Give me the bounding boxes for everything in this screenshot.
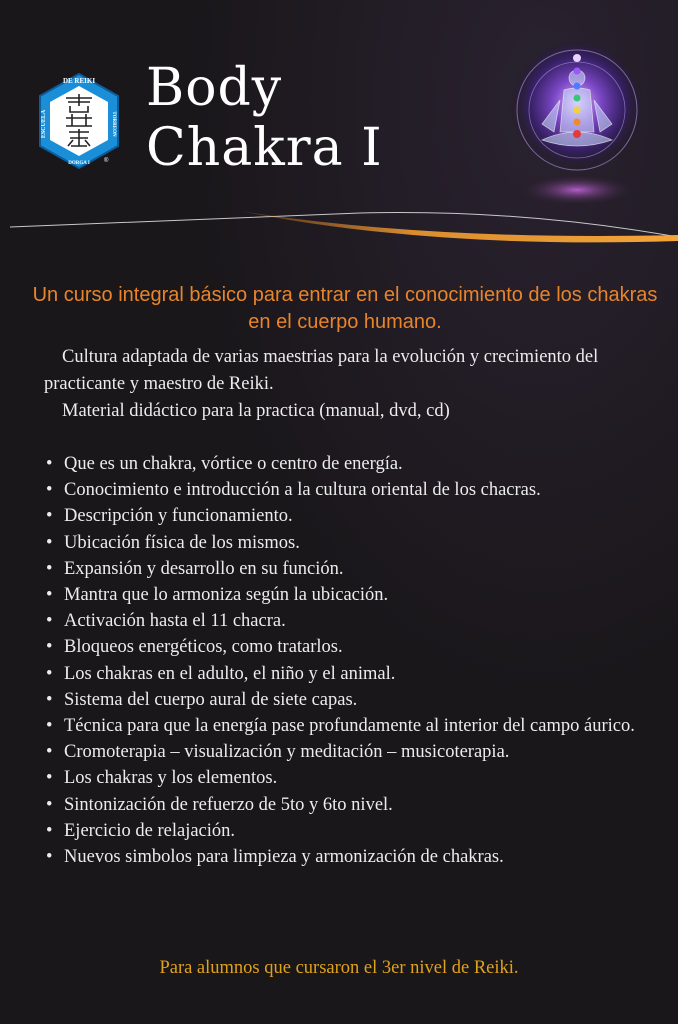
title-line-2: Chakra I	[146, 118, 383, 178]
list-item: • Sintonización de refuerzo de 5to y 6to nivel.	[44, 792, 654, 818]
topics-list	[44, 451, 654, 870]
list-item: • Bloqueos energéticos, como tratarlos.	[44, 634, 654, 660]
intro-line-2: Material didáctico para la practica (manual, dvd, cd)	[62, 401, 450, 421]
list-item: • Descripción y funcionamiento.	[44, 503, 654, 529]
list-item: • Conocimiento e introducción a la cultura oriental de los chacras.	[44, 477, 654, 503]
list-item: • Ubicación física de los mismos.	[44, 530, 654, 556]
list-item: • Que es un chakra, vórtice o centro de energía.	[44, 451, 654, 477]
school-logo	[36, 72, 122, 170]
list-item: • Técnica para que la energía pase profundamente al interior del campo áurico.	[44, 713, 654, 739]
logo-right-text: TORREON	[111, 111, 116, 137]
logo-top-text: DE REIKI	[62, 77, 96, 85]
orange-swoosh-divider	[0, 195, 678, 255]
list-item: • Mantra que lo armoniza según la ubicación.	[44, 582, 654, 608]
logo-bottom-text: DORGA I	[68, 161, 90, 166]
list-item: • Los chakras y los elementos.	[44, 765, 654, 791]
list-item: • Sistema del cuerpo aural de siete capas.	[44, 687, 654, 713]
footer-note: Para alumnos que cursaron el 3er nivel de Reiki.	[159, 958, 519, 978]
list-item: • Ejercicio de relajación.	[44, 818, 654, 844]
course-title	[146, 58, 383, 178]
title-line-1: Body	[146, 58, 283, 118]
intro-line-1: Cultura adaptada de varias maestrias para la evolución y crecimiento del practicante y maestro de Reiki.	[44, 347, 599, 394]
course-intro	[44, 344, 654, 425]
course-subtitle: Un curso integral básico para entrar en el conocimiento de los chakras en el cuerpo humano.	[32, 284, 658, 333]
chakra-meditator-image	[502, 40, 652, 210]
logo-left-text: ESCUELA	[41, 109, 47, 139]
list-item: • Activación hasta el 11 chacra.	[44, 608, 654, 634]
list-item: • Nuevos simbolos para limpieza y armonización de chakras.	[44, 844, 654, 870]
list-item: • Los chakras en el adulto, el niño y el animal.	[44, 661, 654, 687]
list-item: • Cromoterapia – visualización y meditación – musicoterapia.	[44, 739, 654, 765]
registered-mark: ®	[104, 158, 109, 164]
list-item: • Expansión y desarrollo en su función.	[44, 556, 654, 582]
